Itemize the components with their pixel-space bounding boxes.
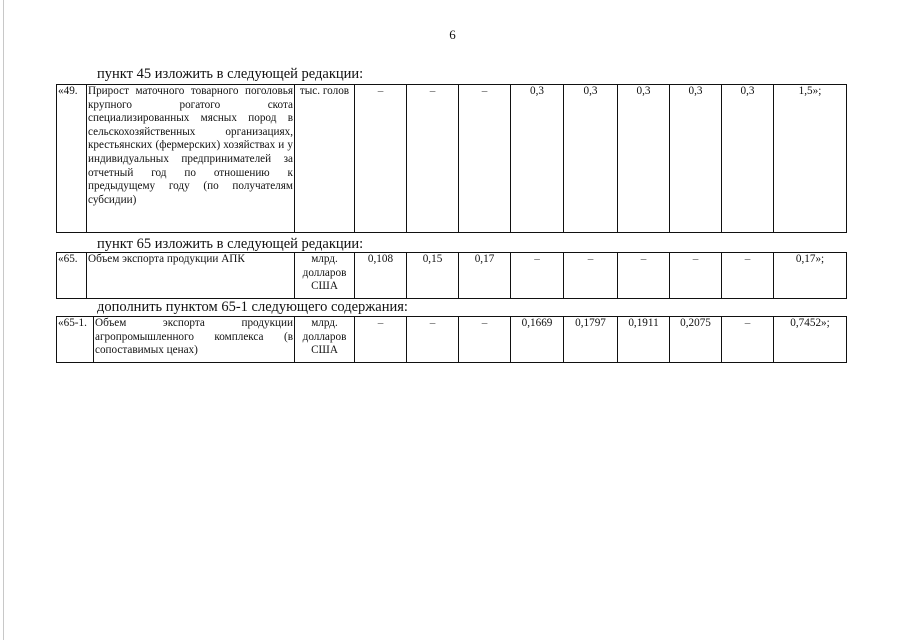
value-cell: 0,1669 <box>511 317 564 363</box>
total-value-cell: 0,7452»; <box>774 317 847 363</box>
section-heading: дополнить пунктом 65-1 следующего содержания: <box>97 299 408 315</box>
row-number: «65. <box>57 253 87 299</box>
total-value-cell: 0,17»; <box>774 253 847 299</box>
page-number: 6 <box>449 27 456 42</box>
value-cell: – <box>459 317 511 363</box>
indicator-description: Объем экспорта продукции агропромышленного комплекса (в сопоставимых ценах) <box>94 317 295 363</box>
table-row <box>57 317 847 363</box>
value-cell: 0,3 <box>511 85 564 233</box>
indicator-description: Объем экспорта продукции АПК <box>87 253 295 299</box>
section-heading: пункт 45 изложить в следующей редакции: <box>97 66 364 82</box>
indicator-description: Прирост маточного товарного поголовья крупного рогатого скота специализированных мясных пород в сельскохозяйственных организациях, крестьянских (фермерских) хозяйствах и у индивидуальных предпринимателей за отчетный год по отношению к предыдущему году (по получателям субсидии) <box>87 85 295 233</box>
value-cell: – <box>618 253 670 299</box>
amendment-table-65-1 <box>56 316 847 363</box>
section-heading: пункт 65 изложить в следующей редакции: <box>97 236 364 252</box>
unit-cell: тыс. голов <box>295 85 355 233</box>
value-cell: – <box>722 317 774 363</box>
value-cell: 0,3 <box>564 85 618 233</box>
row-number: «49. <box>57 85 87 233</box>
value-cell: – <box>670 253 722 299</box>
value-cell: 0,2075 <box>670 317 722 363</box>
value-cell: 0,1797 <box>564 317 618 363</box>
value-cell: – <box>511 253 564 299</box>
value-cell: 0,3 <box>722 85 774 233</box>
value-cell: 0,17 <box>459 253 511 299</box>
value-cell: 0,3 <box>670 85 722 233</box>
value-cell: 0,15 <box>407 253 459 299</box>
table-row <box>57 85 847 233</box>
scan-edge-line <box>3 0 4 640</box>
value-cell: – <box>355 317 407 363</box>
amendment-table-65 <box>56 252 847 299</box>
value-cell: – <box>407 85 459 233</box>
value-cell: – <box>459 85 511 233</box>
value-cell: – <box>564 253 618 299</box>
unit-cell: млрд. долларов США <box>295 253 355 299</box>
value-cell: 0,3 <box>618 85 670 233</box>
value-cell: – <box>722 253 774 299</box>
amendment-table-49 <box>56 84 847 233</box>
value-cell: 0,1911 <box>618 317 670 363</box>
row-number: «65-1. <box>57 317 94 363</box>
unit-cell: млрд. долларов США <box>295 317 355 363</box>
total-value-cell: 1,5»; <box>774 85 847 233</box>
value-cell: – <box>407 317 459 363</box>
value-cell: 0,108 <box>355 253 407 299</box>
table-row <box>57 253 847 299</box>
value-cell: – <box>355 85 407 233</box>
